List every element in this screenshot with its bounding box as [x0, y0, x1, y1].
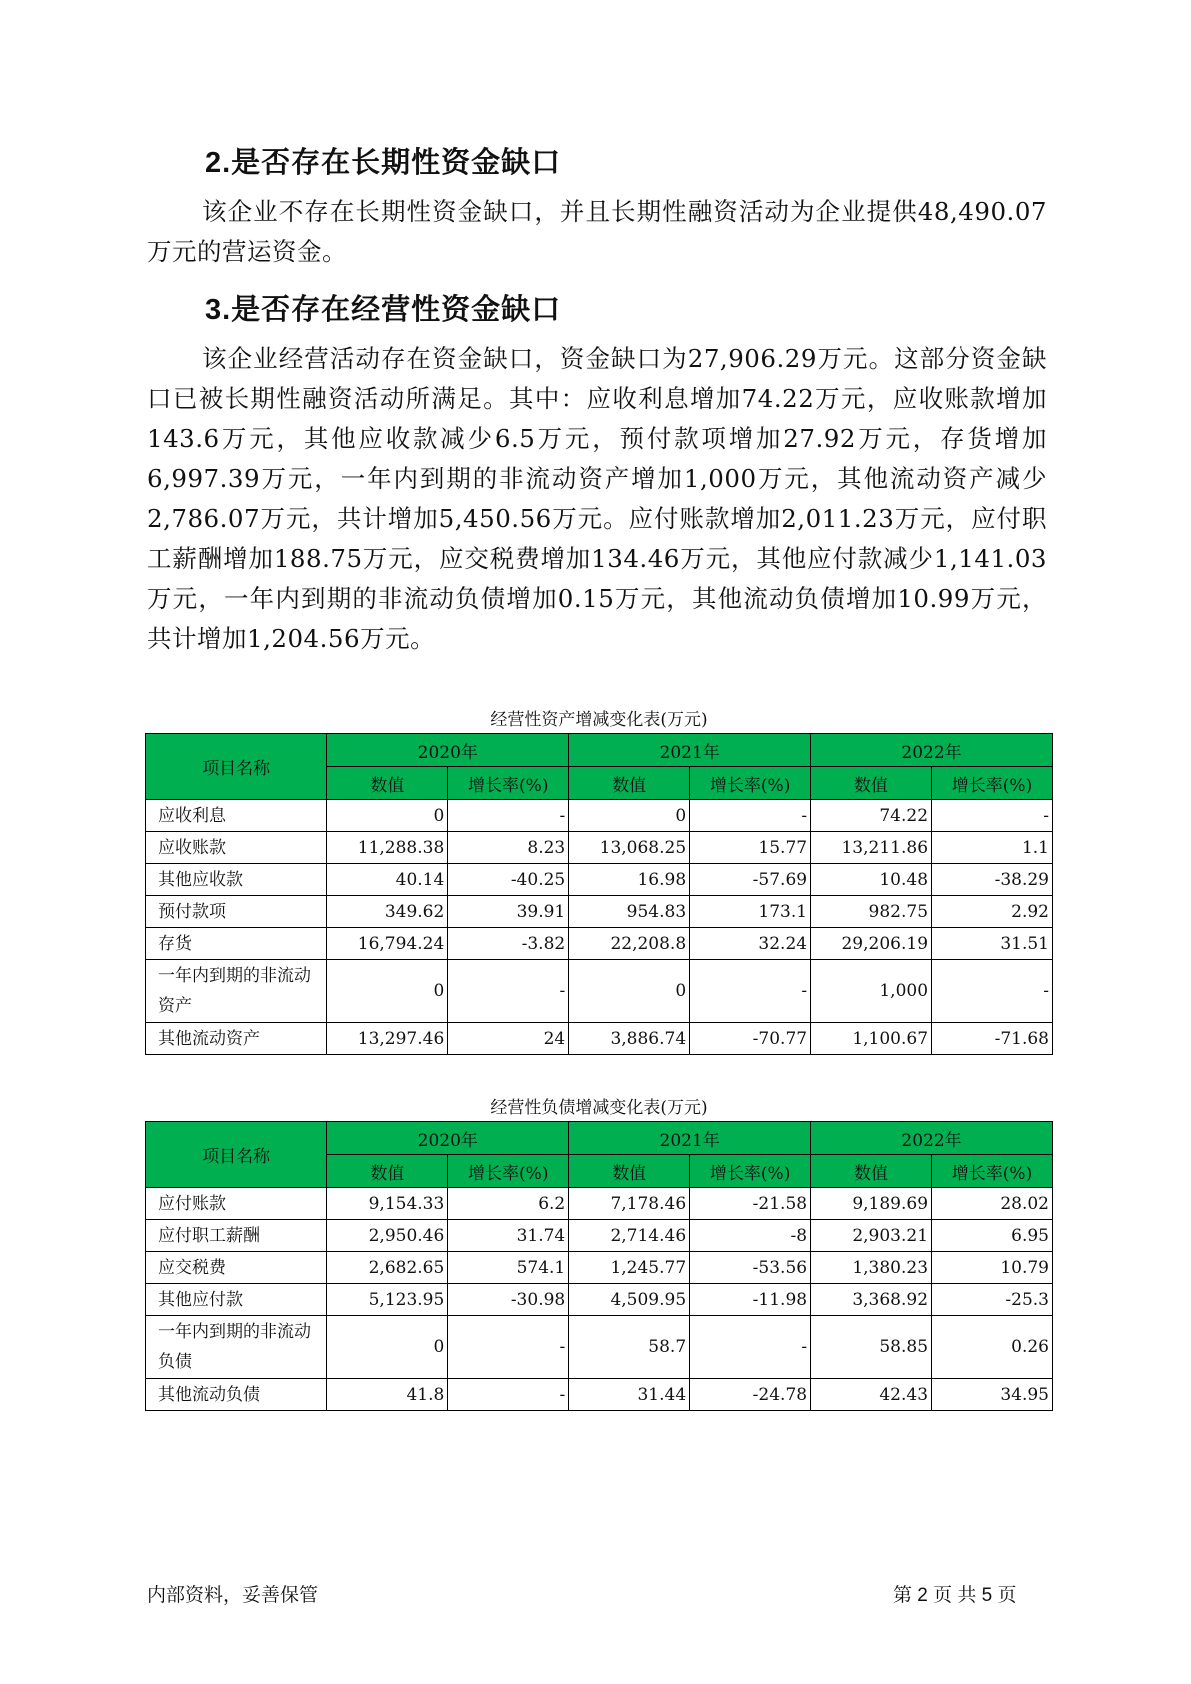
value-cell: 5,123.95	[327, 1284, 448, 1316]
value-header: 数值	[811, 767, 932, 800]
value-header: 数值	[811, 1155, 932, 1188]
row-label: 一年内到期的非流动负债	[146, 1316, 327, 1379]
value-cell: 9,154.33	[327, 1188, 448, 1220]
value-header: 数值	[569, 767, 690, 800]
growth-cell: -24.78	[690, 1379, 811, 1411]
value-cell: 9,189.69	[811, 1188, 932, 1220]
table-row	[146, 928, 1053, 960]
growth-cell: 6.95	[932, 1220, 1053, 1252]
value-cell: 10.48	[811, 864, 932, 896]
year-header-2022: 2022年	[811, 1122, 1053, 1155]
growth-header: 增长率(%)	[932, 1155, 1053, 1188]
growth-header: 增长率(%)	[932, 767, 1053, 800]
growth-header: 增长率(%)	[448, 767, 569, 800]
growth-cell: 10.79	[932, 1252, 1053, 1284]
growth-cell: -	[932, 800, 1053, 832]
value-cell: 7,178.46	[569, 1188, 690, 1220]
value-cell: 2,903.21	[811, 1220, 932, 1252]
value-cell: 2,950.46	[327, 1220, 448, 1252]
value-cell: 0	[327, 1316, 448, 1379]
table-row	[146, 960, 1053, 1023]
growth-cell: -	[690, 800, 811, 832]
value-cell: 2,714.46	[569, 1220, 690, 1252]
growth-cell: 28.02	[932, 1188, 1053, 1220]
growth-cell: -30.98	[448, 1284, 569, 1316]
growth-cell: -	[448, 1316, 569, 1379]
value-header: 数值	[569, 1155, 690, 1188]
table-row	[146, 1284, 1053, 1316]
growth-header: 增长率(%)	[690, 1155, 811, 1188]
value-cell: 1,245.77	[569, 1252, 690, 1284]
row-label: 其他应收款	[146, 864, 327, 896]
growth-cell: 32.24	[690, 928, 811, 960]
value-cell: 11,288.38	[327, 832, 448, 864]
row-label: 应收利息	[146, 800, 327, 832]
value-cell: 13,068.25	[569, 832, 690, 864]
value-cell: 1,000	[811, 960, 932, 1023]
table-row	[146, 1188, 1053, 1220]
row-label: 其他流动资产	[146, 1023, 327, 1055]
value-cell: 29,206.19	[811, 928, 932, 960]
growth-cell: 15.77	[690, 832, 811, 864]
growth-cell: 1.1	[932, 832, 1053, 864]
table-row	[146, 832, 1053, 864]
section-2-heading: 2.是否存在长期性资金缺口	[205, 147, 562, 179]
table-row	[146, 1316, 1053, 1379]
assets-table	[145, 733, 1053, 1055]
growth-header: 增长率(%)	[690, 767, 811, 800]
growth-cell: -25.3	[932, 1284, 1053, 1316]
value-cell: 58.7	[569, 1316, 690, 1379]
value-cell: 16.98	[569, 864, 690, 896]
growth-cell: -	[448, 800, 569, 832]
growth-cell: -	[932, 960, 1053, 1023]
value-cell: 349.62	[327, 896, 448, 928]
growth-cell: -3.82	[448, 928, 569, 960]
year-header-2021: 2021年	[569, 734, 811, 767]
growth-cell: -	[690, 960, 811, 1023]
row-label: 预付款项	[146, 896, 327, 928]
growth-cell: 24	[448, 1023, 569, 1055]
growth-cell: 8.23	[448, 832, 569, 864]
row-label: 一年内到期的非流动资产	[146, 960, 327, 1023]
growth-cell: -	[448, 1379, 569, 1411]
value-cell: 58.85	[811, 1316, 932, 1379]
value-cell: 0	[327, 800, 448, 832]
growth-cell: -11.98	[690, 1284, 811, 1316]
row-label: 应交税费	[146, 1252, 327, 1284]
value-cell: 3,368.92	[811, 1284, 932, 1316]
value-cell: 42.43	[811, 1379, 932, 1411]
value-cell: 1,380.23	[811, 1252, 932, 1284]
growth-cell: -38.29	[932, 864, 1053, 896]
row-label: 其他应付款	[146, 1284, 327, 1316]
table-row	[146, 800, 1053, 832]
value-cell: 41.8	[327, 1379, 448, 1411]
value-cell: 40.14	[327, 864, 448, 896]
growth-cell: 2.92	[932, 896, 1053, 928]
value-cell: 3,886.74	[569, 1023, 690, 1055]
growth-cell: -57.69	[690, 864, 811, 896]
growth-cell: -21.58	[690, 1188, 811, 1220]
row-label: 应付账款	[146, 1188, 327, 1220]
growth-cell: 39.91	[448, 896, 569, 928]
name-column-header: 项目名称	[146, 734, 327, 800]
value-header: 数值	[327, 767, 448, 800]
row-label: 应收账款	[146, 832, 327, 864]
growth-cell: 6.2	[448, 1188, 569, 1220]
value-cell: 31.44	[569, 1379, 690, 1411]
growth-cell: 173.1	[690, 896, 811, 928]
value-cell: 16,794.24	[327, 928, 448, 960]
section-2-body: 该企业不存在长期性资金缺口，并且长期性融资活动为企业提供48,490.07万元的营运资金。	[147, 197, 1047, 266]
row-label: 其他流动负债	[146, 1379, 327, 1411]
growth-cell: -	[448, 960, 569, 1023]
growth-cell: 31.74	[448, 1220, 569, 1252]
growth-cell: 0.26	[932, 1316, 1053, 1379]
footer-page-number: 第 2 页 共 5 页	[893, 1585, 1017, 1606]
value-cell: 22,208.8	[569, 928, 690, 960]
growth-cell: -71.68	[932, 1023, 1053, 1055]
growth-cell: -	[690, 1316, 811, 1379]
year-header-2020: 2020年	[327, 1122, 569, 1155]
year-header-2021: 2021年	[569, 1122, 811, 1155]
row-label: 存货	[146, 928, 327, 960]
liabilities-table-caption: 经营性负债增减变化表(万元)	[490, 1098, 708, 1118]
section-3-body: 该企业经营活动存在资金缺口，资金缺口为27,906.29万元。这部分资金缺口已被长期性融资活动所满足。其中：应收利息增加74.22万元，应收账款增加143.6万元，其他应收款减少6.5万元，预付款项增加27.92万元，存货增加6,997.39万元，一年内到期的非流动资产增加1,000万元，其他流动资产减少2,786.07万元，共计增加5,450.56万元。应付账款增加2,011.23万元，应付职工薪酬增加188.75万元，应交税费增加134.46万元，其他应付款减少1,141.03万元，一年内到期的非流动负债增加0.15万元，其他流动负债增加10.99万元，共计增加1,204.56万元。	[147, 344, 1047, 653]
value-cell: 2,682.65	[327, 1252, 448, 1284]
assets-table-caption: 经营性资产增减变化表(万元)	[490, 710, 708, 730]
value-cell: 0	[569, 800, 690, 832]
table-row	[146, 1379, 1053, 1411]
liabilities-table	[145, 1121, 1053, 1411]
value-cell: 74.22	[811, 800, 932, 832]
value-cell: 982.75	[811, 896, 932, 928]
growth-cell: 34.95	[932, 1379, 1053, 1411]
row-label: 应付职工薪酬	[146, 1220, 327, 1252]
table-row	[146, 1252, 1053, 1284]
growth-cell: 574.1	[448, 1252, 569, 1284]
table-row	[146, 1220, 1053, 1252]
value-cell: 954.83	[569, 896, 690, 928]
value-cell: 0	[327, 960, 448, 1023]
value-header: 数值	[327, 1155, 448, 1188]
value-cell: 4,509.95	[569, 1284, 690, 1316]
growth-header: 增长率(%)	[448, 1155, 569, 1188]
table-row	[146, 896, 1053, 928]
year-header-2020: 2020年	[327, 734, 569, 767]
growth-cell: 31.51	[932, 928, 1053, 960]
growth-cell: -53.56	[690, 1252, 811, 1284]
growth-cell: -70.77	[690, 1023, 811, 1055]
value-cell: 13,297.46	[327, 1023, 448, 1055]
table-row	[146, 864, 1053, 896]
growth-cell: -8	[690, 1220, 811, 1252]
year-header-2022: 2022年	[811, 734, 1053, 767]
value-cell: 13,211.86	[811, 832, 932, 864]
value-cell: 1,100.67	[811, 1023, 932, 1055]
footer-confidential-note: 内部资料，妥善保管	[147, 1585, 319, 1606]
name-column-header: 项目名称	[146, 1122, 327, 1188]
section-3-heading: 3.是否存在经营性资金缺口	[205, 294, 562, 326]
growth-cell: -40.25	[448, 864, 569, 896]
table-row	[146, 1023, 1053, 1055]
value-cell: 0	[569, 960, 690, 1023]
